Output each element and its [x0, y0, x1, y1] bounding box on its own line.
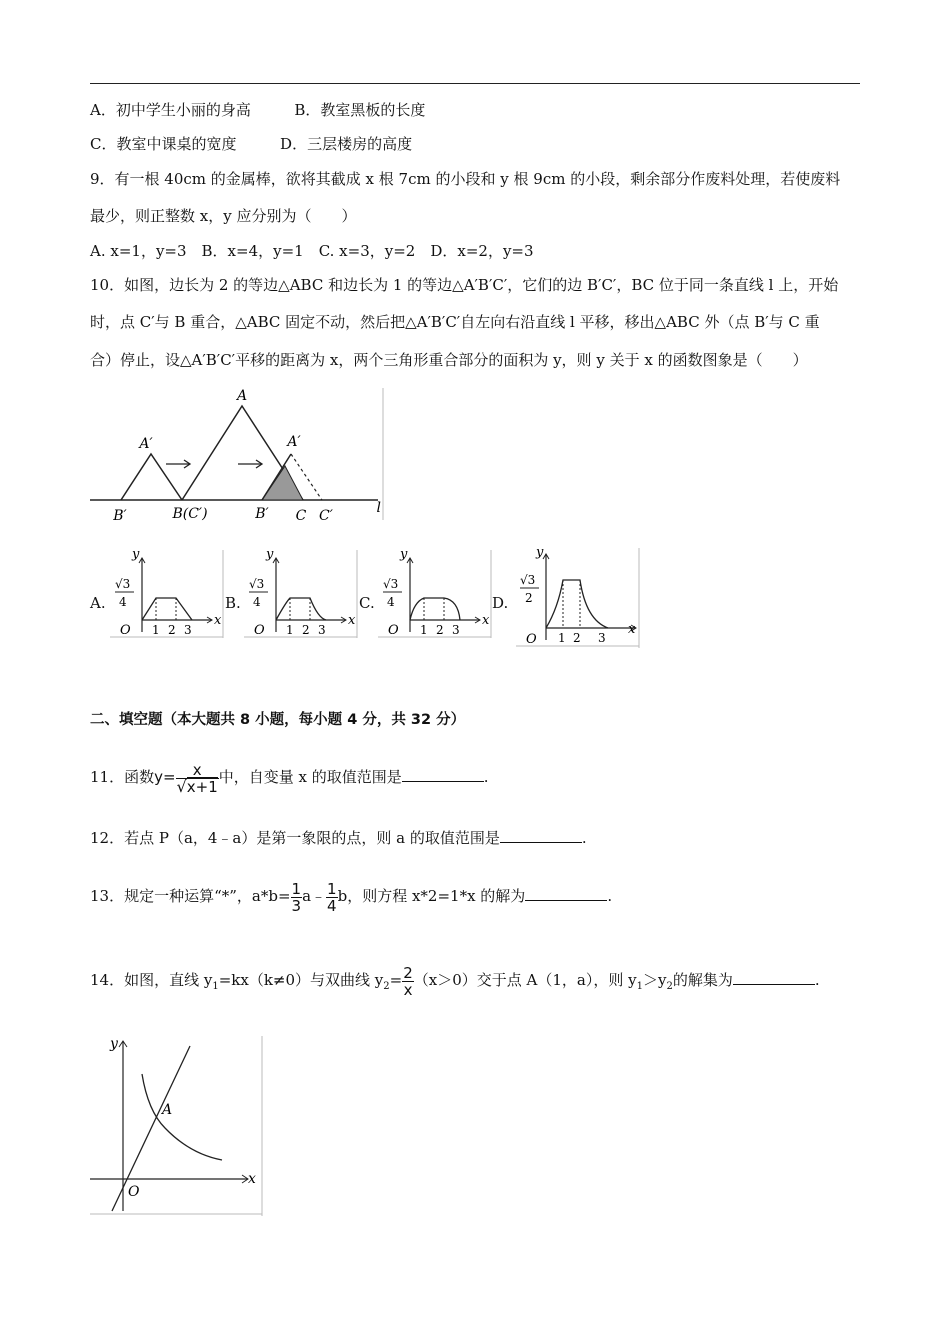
- svg-text:3: 3: [184, 623, 192, 637]
- q11-func-y: y=: [154, 768, 176, 786]
- label-C: C: [295, 508, 307, 524]
- q11-pre: 11．函数: [90, 768, 155, 786]
- q14-figure: [90, 1036, 265, 1216]
- svg-text:√3: √3: [383, 577, 399, 591]
- label-l: l: [376, 500, 381, 516]
- svg-text:4: 4: [119, 595, 127, 609]
- q10-graph-d: [516, 548, 641, 648]
- graph-b-curve: [276, 598, 326, 620]
- svg-text:2: 2: [525, 591, 533, 605]
- svg-text:y: y: [536, 548, 544, 560]
- arrow-icon: [166, 460, 262, 468]
- svg-text:√3: √3: [249, 577, 265, 591]
- q9-line2: 最少，则正整数 x，y 应分别为（ ）: [90, 207, 357, 225]
- svg-text:2: 2: [573, 631, 581, 645]
- q8-option-a: A．初中学生小丽的身高: [90, 101, 251, 119]
- q11-post: 中，自变量 x 的取值范围是: [218, 768, 402, 786]
- svg-text:1: 1: [420, 623, 428, 637]
- q14-answer-blank[interactable]: [733, 970, 815, 985]
- q13-post: b，则方程 x*2=1*x 的解为: [337, 887, 526, 905]
- q10-line1: 10．如图，边长为 2 的等边△ABC 和边长为 1 的等边△A′B′C′，它们的边 B′C′，BC 位于同一条直线 l 上，开始: [90, 276, 839, 294]
- svg-text:x: x: [214, 613, 222, 628]
- label-B2: B′: [255, 506, 269, 522]
- svg-text:4: 4: [387, 595, 395, 609]
- q13-fraction-1: $\frac{1}{3}$: [291, 879, 302, 915]
- svg-text:y: y: [400, 550, 408, 562]
- line-y1: [112, 1046, 190, 1211]
- svg-text:4: 4: [253, 595, 261, 609]
- q8-option-c: C．教室中课桌的宽度: [90, 135, 237, 153]
- svg-text:2: 2: [436, 623, 444, 637]
- label-C2: C′: [319, 508, 333, 524]
- svg-text:3: 3: [318, 623, 326, 637]
- svg-text:x: x: [248, 1171, 256, 1187]
- q14-fraction: $\frac{2}{x}$: [403, 963, 413, 999]
- q9-line1: 9．有一根 40cm 的金属棒，欲将其截成 x 根 7cm 的小段和 y 根 9cm 的小段，剩余部分作废料处理，若使废料: [90, 170, 841, 188]
- svg-text:√3: √3: [520, 573, 536, 587]
- q8-option-d: D．三层楼房的高度: [280, 135, 413, 153]
- q8-options-row2: [90, 134, 412, 154]
- q13-answer-blank[interactable]: [525, 886, 607, 901]
- svg-text:2: 2: [302, 623, 310, 637]
- q10-option-a-label: A.: [90, 594, 106, 612]
- svg-text:O: O: [120, 623, 131, 638]
- svg-text:y: y: [266, 550, 274, 562]
- q14: 14．如图，直线 $y_1=kx(k\ne 0)$与双曲线 $y_2=$ $\frac{2}{x}$ （x＞0）交于点 A（1，a），则 $y_1>y_2$的解集为 .: [90, 963, 820, 999]
- q10-line3: 合）停止，设△A′B′C′平移的距离为 x，两个三角形重合部分的面积为 y，则 y 关于 x 的函数图象是（ ）: [90, 351, 808, 369]
- q10-option-b-label: B.: [225, 594, 241, 612]
- svg-text:x: x: [628, 622, 636, 637]
- q10-graph-a: [110, 550, 225, 638]
- q12-text: 12．若点 P（a，4﹣a）是第一象限的点，则 a 的取值范围是: [90, 829, 500, 847]
- svg-text:1: 1: [152, 623, 160, 637]
- section2-title: 二、填空题（本大题共 8 小题，每小题 4 分，共 32 分）: [90, 712, 466, 728]
- svg-text:y: y: [132, 550, 140, 562]
- svg-text:y: y: [110, 1036, 118, 1052]
- graph-c-curve: [410, 598, 460, 620]
- graph-d-curve: [546, 580, 608, 628]
- svg-text:O: O: [128, 1184, 140, 1200]
- q13-fraction-2: $\frac{1}{4}$: [327, 879, 337, 915]
- label-A: A: [236, 388, 248, 404]
- q11-answer-blank[interactable]: [402, 767, 484, 782]
- label-B1: B′: [113, 508, 127, 524]
- small-triangle-left: [121, 454, 182, 500]
- svg-text:O: O: [254, 623, 265, 638]
- svg-text:2: 2: [168, 623, 176, 637]
- svg-text:O: O: [388, 623, 399, 638]
- overlap-shade: [262, 466, 303, 500]
- svg-text:x: x: [482, 613, 490, 628]
- hyperbola-y2: [142, 1074, 222, 1160]
- q11: 11．函数y= $\frac{x}{√x+1}$ 中，自变量 x 的取值范围是 .: [90, 760, 489, 796]
- label-A1: A′: [139, 436, 153, 452]
- svg-text:A: A: [162, 1102, 173, 1118]
- label-A2: A′: [287, 434, 301, 450]
- svg-text:O: O: [526, 632, 537, 647]
- svg-text:3: 3: [452, 623, 460, 637]
- label-BC: B(C′): [172, 506, 208, 522]
- q13: 13．规定一种运算“*”，a*b= $\frac{1}{3}$ a﹣ $\frac{1}{4}$ b，则方程 x*2=1*x 的解为 .: [90, 879, 613, 915]
- q12-answer-blank[interactable]: [500, 828, 582, 843]
- svg-text:1: 1: [286, 623, 294, 637]
- svg-text:1: 1: [558, 631, 566, 645]
- q9-options: A. x=1，y=3 B．x=4，y=1 C. x=3，y=2 D．x=2，y=3: [90, 242, 534, 260]
- q10-triangle-figure: [90, 388, 385, 528]
- svg-text:x: x: [348, 613, 356, 628]
- q11-fraction: $\frac{x}{√x+1}$: [176, 760, 218, 796]
- q8-option-b: B．教室黑板的长度: [294, 101, 426, 119]
- q10-option-c-label: C.: [359, 594, 375, 612]
- q12: 12．若点 P（a，4﹣a）是第一象限的点，则 a 的取值范围是 .: [90, 829, 587, 847]
- graph-a-curve: [142, 598, 192, 620]
- svg-text:3: 3: [598, 631, 606, 645]
- top-rule: [90, 83, 860, 84]
- q8-options-row1: [90, 100, 425, 120]
- q10-graph-b: [244, 550, 359, 638]
- q10-option-d-label: D.: [492, 594, 509, 612]
- svg-text:√3: √3: [115, 577, 131, 591]
- q13-pre: 13．规定一种运算“*”，a*b=: [90, 887, 291, 905]
- q10-graph-c: [378, 550, 493, 638]
- q10-line2: 时，点 C′与 B 重合，△ABC 固定不动，然后把△A′B′C′自左向右沿直线 l 平移，移出△ABC 外（点 B′与 C 重: [90, 313, 820, 331]
